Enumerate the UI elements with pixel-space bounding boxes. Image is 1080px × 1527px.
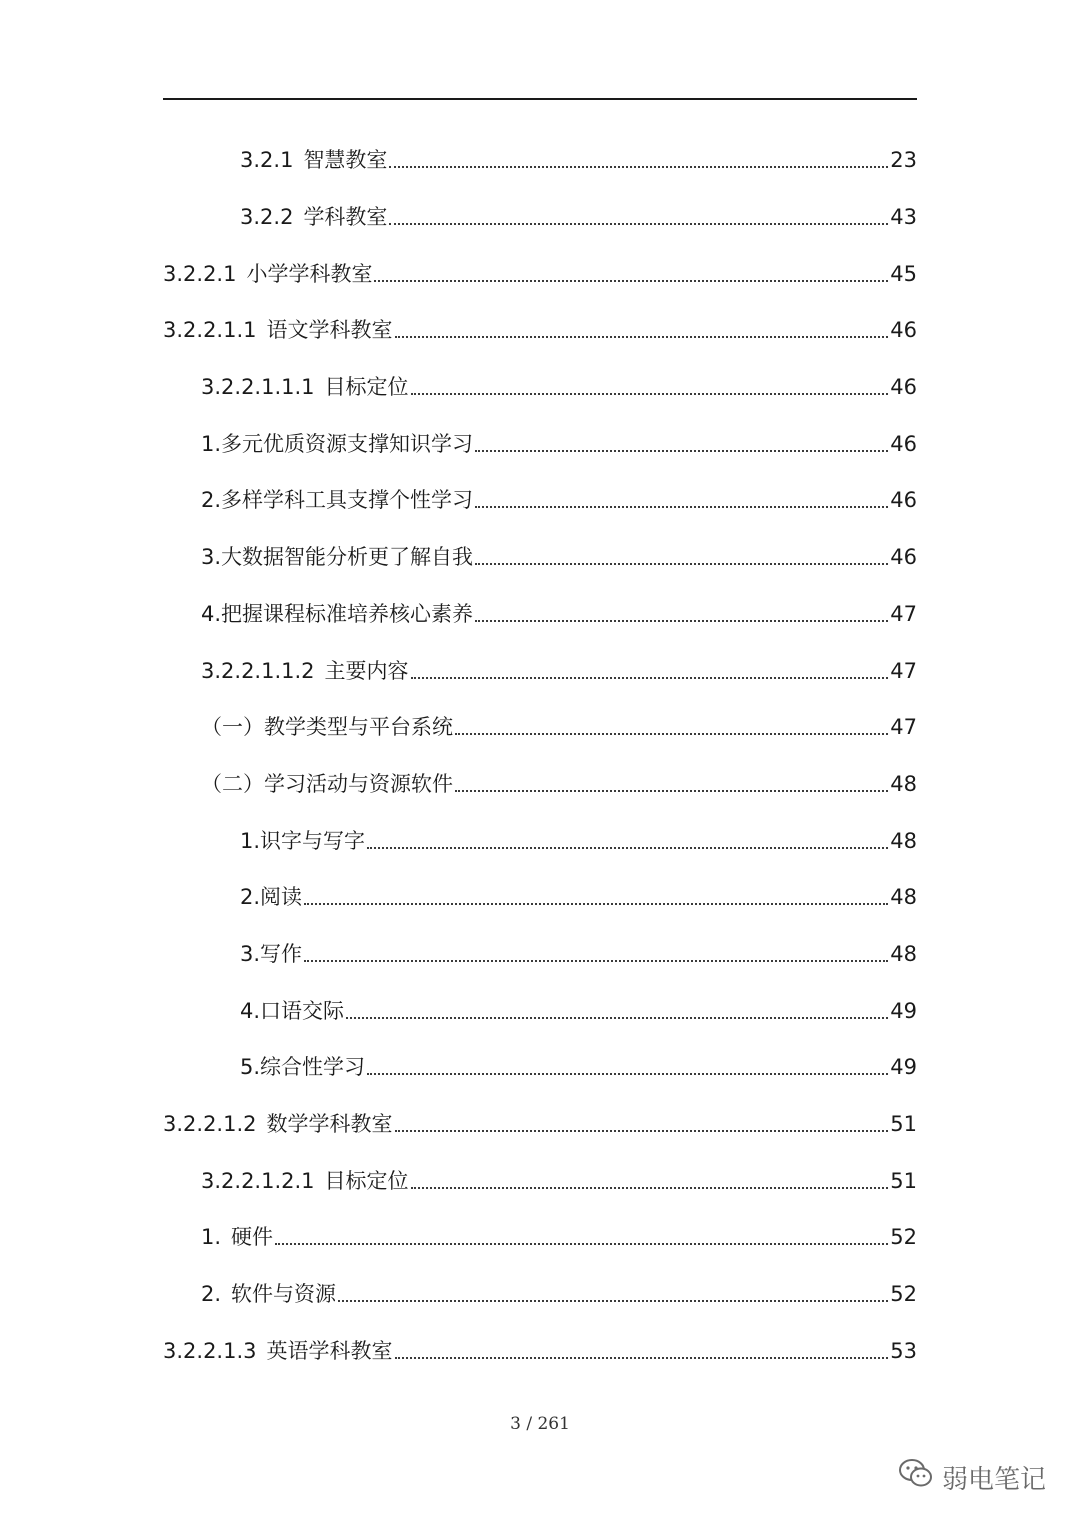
toc-entry[interactable] xyxy=(0,1039,1080,1096)
toc-entry[interactable] xyxy=(0,472,1080,529)
toc-entry-page: 46 xyxy=(890,488,917,513)
toc-leader-dots xyxy=(455,733,888,735)
toc-leader-dots xyxy=(455,790,888,792)
toc-leader-dots xyxy=(475,620,888,622)
toc-entry-page: 47 xyxy=(890,601,917,626)
toc-entry-number: 3.2.2.1.1.1 xyxy=(201,375,315,400)
toc-entry-page: 46 xyxy=(890,375,917,400)
toc-entry-page: 48 xyxy=(890,771,917,796)
toc-leader-dots xyxy=(367,847,888,849)
toc-entry-title: 3.大数据智能分析更了解自我 xyxy=(201,545,474,570)
toc-entry[interactable] xyxy=(0,1266,1080,1323)
toc-entry-number: 3.2.2 xyxy=(240,205,294,230)
toc-entry-title: 目标定位 xyxy=(324,1168,409,1193)
toc-entry[interactable] xyxy=(0,1152,1080,1209)
toc-leader-dots xyxy=(389,166,888,168)
toc-leader-dots xyxy=(374,280,888,282)
toc-entry-page: 47 xyxy=(890,715,917,740)
toc-entry-number: 3.2.2.1.1 xyxy=(163,318,257,343)
toc-entry-title: 2.多样学科工具支撑个性学习 xyxy=(201,488,474,513)
toc-entry[interactable] xyxy=(0,529,1080,586)
toc-leader-dots xyxy=(389,223,888,225)
toc-entry-number: 3.2.2.1.1.2 xyxy=(201,658,315,683)
toc-entry[interactable] xyxy=(0,415,1080,472)
toc-entry-title: 5.综合性学习 xyxy=(240,1055,366,1080)
toc-entry[interactable] xyxy=(0,642,1080,699)
toc-entry-page: 45 xyxy=(890,261,917,286)
toc-entry[interactable] xyxy=(0,586,1080,643)
toc-entry-page: 47 xyxy=(890,658,917,683)
header-rule xyxy=(163,98,917,100)
toc-entry-page: 48 xyxy=(890,941,917,966)
watermark-text: 弱电笔记 xyxy=(941,1465,1046,1495)
toc-leader-dots xyxy=(475,450,888,452)
toc-entry-title: 小学学科教室 xyxy=(246,261,373,286)
toc-entry-title: 1.识字与写字 xyxy=(240,828,366,853)
toc-leader-dots xyxy=(338,1300,888,1302)
toc-entry[interactable] xyxy=(0,189,1080,246)
toc-entry-number: 2. xyxy=(201,1282,222,1307)
toc-leader-dots xyxy=(395,336,889,338)
toc-entry[interactable] xyxy=(0,869,1080,926)
toc-entry-title: 4.口语交际 xyxy=(240,998,345,1023)
toc-entry[interactable] xyxy=(0,812,1080,869)
toc-entry-title: 硬件 xyxy=(231,1225,274,1250)
toc-entry[interactable] xyxy=(0,756,1080,813)
toc-entry[interactable] xyxy=(0,982,1080,1039)
toc-entry-title: （一）教学类型与平台系统 xyxy=(201,715,453,740)
toc-entry[interactable] xyxy=(0,1096,1080,1153)
toc-entry[interactable] xyxy=(0,1322,1080,1379)
toc-entry-title: 英语学科教室 xyxy=(266,1338,393,1363)
toc-leader-dots xyxy=(304,960,888,962)
toc-entry-number: 3.2.2.1.2.1 xyxy=(201,1168,315,1193)
toc-entry-number: 3.2.2.1 xyxy=(163,261,237,286)
toc-entry-page: 46 xyxy=(890,431,917,456)
toc-entry[interactable] xyxy=(0,926,1080,983)
page-indicator: 3 / 261 xyxy=(510,1414,570,1434)
wechat-icon xyxy=(898,1458,934,1497)
toc-entry-page: 43 xyxy=(890,205,917,230)
toc-entry-page: 46 xyxy=(890,545,917,570)
toc-entry-page: 48 xyxy=(890,885,917,910)
toc-entry[interactable] xyxy=(0,1209,1080,1266)
watermark xyxy=(898,1458,1046,1497)
toc-leader-dots xyxy=(395,1130,889,1132)
toc-entry[interactable] xyxy=(0,302,1080,359)
toc-entry-page: 52 xyxy=(890,1282,917,1307)
toc-entry-page: 48 xyxy=(890,828,917,853)
toc-leader-dots xyxy=(475,563,888,565)
toc-entry-page: 46 xyxy=(890,318,917,343)
toc-leader-dots xyxy=(346,1017,888,1019)
toc-entry-title: 学科教室 xyxy=(303,205,388,230)
toc-leader-dots xyxy=(411,1187,889,1189)
toc-leader-dots xyxy=(275,1243,888,1245)
toc-entry[interactable] xyxy=(0,245,1080,302)
toc-entry[interactable] xyxy=(0,699,1080,756)
toc-leader-dots xyxy=(475,506,888,508)
toc-entry-page: 52 xyxy=(890,1225,917,1250)
toc-entry[interactable] xyxy=(0,132,1080,189)
toc-entry-title: 目标定位 xyxy=(324,375,409,400)
toc-leader-dots xyxy=(411,393,889,395)
toc-entry-title: 1.多元优质资源支撑知识学习 xyxy=(201,431,474,456)
toc-entry-title: 3.写作 xyxy=(240,941,303,966)
toc-entry-page: 49 xyxy=(890,1055,917,1080)
toc-entry-title: 软件与资源 xyxy=(231,1282,337,1307)
toc-entry-page: 51 xyxy=(890,1168,917,1193)
toc-entry-page: 53 xyxy=(890,1338,917,1363)
toc-entry-number: 1. xyxy=(201,1225,222,1250)
toc-entry[interactable] xyxy=(0,359,1080,416)
toc-entry-title: 4.把握课程标准培养核心素养 xyxy=(201,601,474,626)
toc-entry-page: 49 xyxy=(890,998,917,1023)
toc-entry-number: 3.2.2.1.3 xyxy=(163,1338,257,1363)
toc-entry-title: 智慧教室 xyxy=(303,148,388,173)
toc-leader-dots xyxy=(395,1357,889,1359)
toc-entry-title: 数学学科教室 xyxy=(266,1112,393,1137)
toc-entry-number: 3.2.2.1.2 xyxy=(163,1112,257,1137)
toc-entry-title: （二）学习活动与资源软件 xyxy=(201,771,453,796)
toc-entry-page: 23 xyxy=(890,148,917,173)
table-of-contents xyxy=(0,132,1080,1379)
toc-entry-title: 语文学科教室 xyxy=(266,318,393,343)
toc-entry-page: 51 xyxy=(890,1112,917,1137)
toc-entry-number: 3.2.1 xyxy=(240,148,294,173)
toc-leader-dots xyxy=(304,903,888,905)
toc-leader-dots xyxy=(411,677,889,679)
toc-entry-title: 2.阅读 xyxy=(240,885,303,910)
toc-leader-dots xyxy=(367,1073,888,1075)
toc-entry-title: 主要内容 xyxy=(324,658,409,683)
